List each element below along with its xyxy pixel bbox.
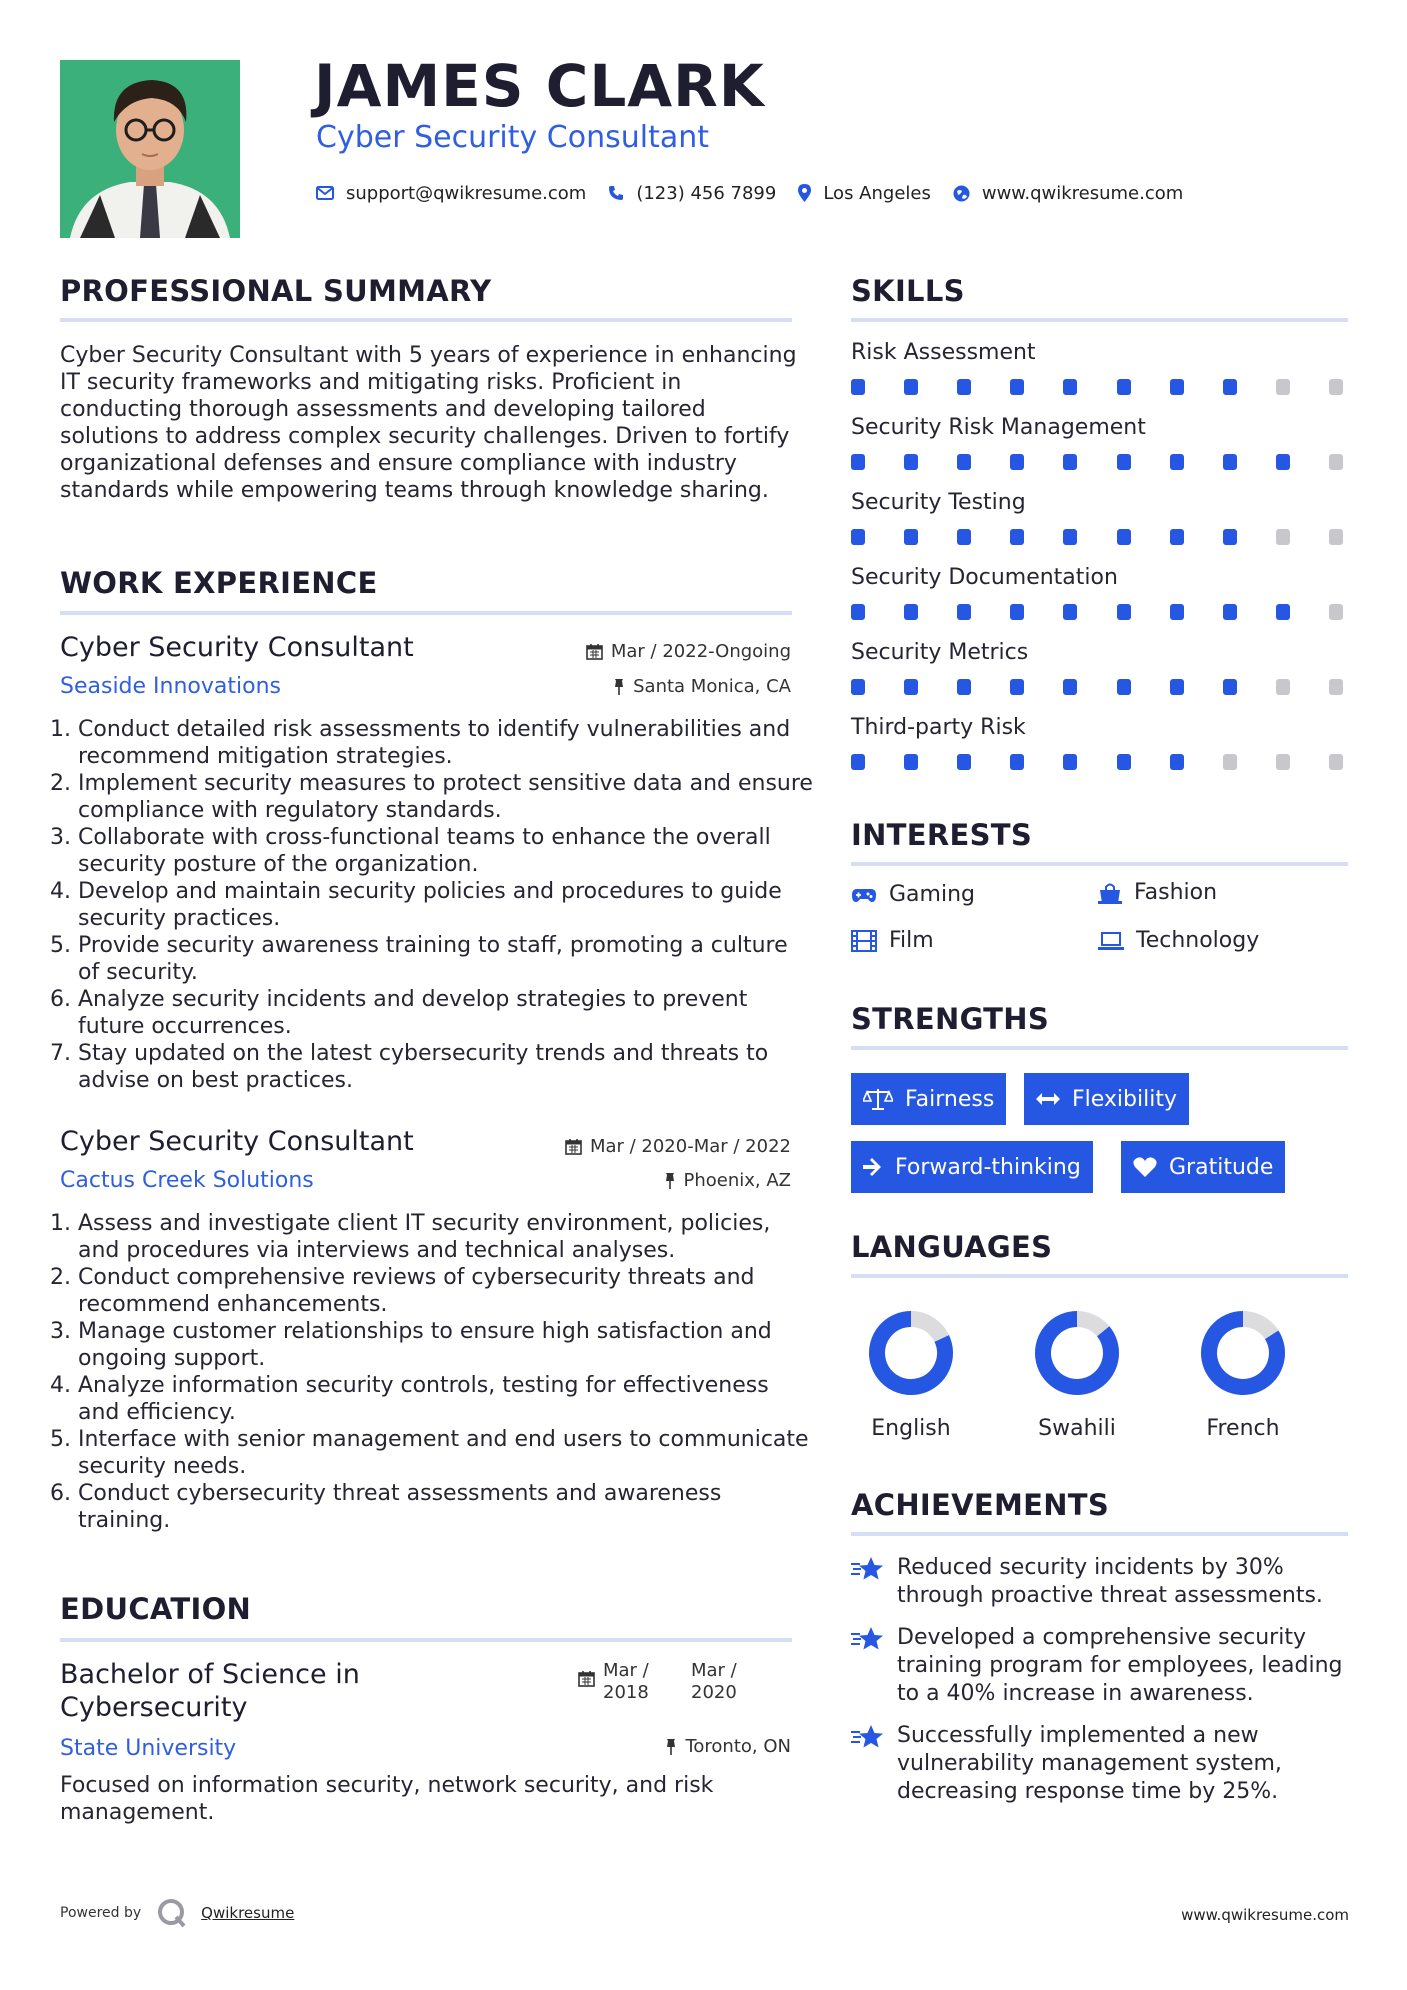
pushpin-icon: [665, 1738, 677, 1756]
rating-dot-filled: [1117, 679, 1131, 695]
rating-dot-filled: [904, 454, 918, 470]
list-item: 5. Provide security awareness training to staff, promoting a culture of security.: [78, 932, 814, 986]
achievement-item: [851, 1554, 1351, 1610]
rating-dot-empty: [1329, 529, 1343, 545]
contact-phone[interactable]: [608, 183, 776, 204]
shopping-bag-icon: [1098, 882, 1122, 904]
rating-dot-filled: [1223, 379, 1237, 395]
language-french: [1193, 1308, 1293, 1441]
rating-dot-filled: [1010, 604, 1024, 620]
envelope-icon: [316, 186, 334, 200]
rating-dot-filled: [904, 379, 918, 395]
rating-dot-filled: [1223, 604, 1237, 620]
job-dates-text: Mar / 2020-Mar / 2022: [589, 1136, 791, 1157]
degree-title: Bachelor of Science in Cybersecurity: [60, 1659, 360, 1723]
job-title: Cyber Security Consultant: [60, 632, 414, 663]
contact-bar: [316, 178, 1205, 208]
interest-label: Film: [889, 928, 934, 953]
rating-dot-filled: [1010, 454, 1024, 470]
arrows-horizontal-icon: [1036, 1092, 1060, 1106]
rating-dot-filled: [1223, 679, 1237, 695]
job-company[interactable]: Seaside Innovations: [60, 674, 281, 699]
skill-row: [851, 715, 1343, 790]
list-item: 1. Assess and investigate client IT security environment, policies, and procedures via interviews and technical analyses.: [78, 1210, 814, 1264]
rating-dot-empty: [1276, 379, 1290, 395]
education-location: [665, 1736, 791, 1757]
job-dates: [586, 641, 791, 662]
achievement-text: Reduced security incidents by 30% through proactive threat assessments.: [897, 1555, 1323, 1608]
skill-name: Third-party Risk: [851, 715, 1026, 740]
rating-dot-empty: [1223, 754, 1237, 770]
skill-name: Security Metrics: [851, 640, 1029, 665]
rating-dot-empty: [1329, 604, 1343, 620]
interest-technology: [1098, 928, 1259, 953]
rating-dot-filled: [957, 529, 971, 545]
map-pin-icon: [798, 184, 811, 202]
candidate-title: Cyber Security Consultant: [316, 120, 710, 155]
qwikresume-logo-icon: [157, 1898, 187, 1928]
rating-dot-empty: [1329, 454, 1343, 470]
achievements-rule: [851, 1532, 1348, 1536]
achievement-text: Developed a comprehensive security training program for employees, leading to a 40% increase in awareness.: [897, 1625, 1343, 1706]
list-item: 2. Conduct comprehensive reviews of cybersecurity threats and recommend enhancements.: [78, 1264, 814, 1318]
rating-dot-filled: [957, 379, 971, 395]
skill-rating: [851, 529, 1343, 545]
interests-heading: INTERESTS: [851, 818, 1033, 852]
rating-dot-empty: [1329, 754, 1343, 770]
rating-dot-filled: [1117, 454, 1131, 470]
list-item: 7. Stay updated on the latest cybersecurity trends and threats to advise on best practices.: [78, 1040, 814, 1094]
job-duties-list: [60, 716, 814, 1094]
rating-dot-filled: [1170, 529, 1184, 545]
interests-rule: [851, 862, 1348, 866]
job-location: [664, 1170, 792, 1191]
rating-dot-filled: [1063, 604, 1077, 620]
skill-rating: [851, 379, 1343, 395]
job-location-text: Santa Monica, CA: [633, 676, 791, 697]
rating-dot-filled: [851, 604, 865, 620]
list-item: 6. Conduct cybersecurity threat assessments and awareness training.: [78, 1480, 814, 1534]
contact-website[interactable]: [953, 183, 1183, 204]
globe-icon: [953, 185, 970, 202]
strength-label: Flexibility: [1072, 1086, 1177, 1112]
interest-film: [851, 928, 934, 953]
list-item: 5. Interface with senior management and end users to communicate security needs.: [78, 1426, 814, 1480]
rating-dot-filled: [851, 754, 865, 770]
contact-phone-text: (123) 456 7899: [636, 182, 777, 204]
rating-dot-filled: [957, 604, 971, 620]
skills-heading: SKILLS: [851, 274, 965, 308]
rating-dot-filled: [904, 679, 918, 695]
strength-badge-gratitude: [1121, 1141, 1285, 1193]
skill-row: [851, 490, 1343, 565]
interest-fashion: [1098, 880, 1217, 905]
experience-rule: [60, 611, 792, 615]
rating-dot-filled: [1223, 529, 1237, 545]
skill-name: Security Risk Management: [851, 415, 1146, 440]
rating-dot-empty: [1276, 529, 1290, 545]
achievements-heading: ACHIEVEMENTS: [851, 1488, 1110, 1522]
rating-dot-filled: [957, 754, 971, 770]
skill-row: [851, 565, 1343, 640]
rating-dot-filled: [1276, 454, 1290, 470]
gamepad-icon: [851, 886, 877, 904]
language-proficiency-ring: [866, 1308, 956, 1398]
experience-heading: WORK EXPERIENCE: [60, 566, 378, 600]
strength-badge-flexibility: [1024, 1073, 1189, 1125]
job-title: Cyber Security Consultant: [60, 1126, 414, 1157]
contact-email-text: support@qwikresume.com: [346, 182, 587, 204]
footer-website[interactable]: www.qwikresume.com: [1181, 1906, 1349, 1924]
language-proficiency-ring: [1198, 1308, 1288, 1398]
rating-dot-filled: [1170, 604, 1184, 620]
pushpin-icon: [613, 678, 625, 696]
achievement-text: Successfully implemented a new vulnerability management system, decreasing response time by 25%.: [897, 1723, 1282, 1804]
list-item: 3. Collaborate with cross-functional teams to enhance the overall security posture of the organization.: [78, 824, 814, 878]
rating-dot-filled: [1170, 379, 1184, 395]
list-item: 2. Implement security measures to protect sensitive data and ensure compliance with regulatory standards.: [78, 770, 814, 824]
education-date-start: Mar / 2018: [603, 1660, 649, 1703]
candidate-name: JAMES CLARK: [314, 52, 765, 120]
skill-rating: [851, 754, 1343, 770]
education-heading: EDUCATION: [60, 1592, 252, 1626]
school-name[interactable]: State University: [60, 1736, 237, 1761]
interest-label: Fashion: [1134, 880, 1218, 905]
rating-dot-filled: [1170, 679, 1184, 695]
rating-dot-filled: [957, 454, 971, 470]
education-location-text: Toronto, ON: [685, 1736, 791, 1757]
rating-dot-filled: [1010, 754, 1024, 770]
list-item: 4. Develop and maintain security policies and procedures to guide security practices.: [78, 878, 814, 932]
interest-label: Technology: [1136, 928, 1260, 953]
skill-rating: [851, 604, 1343, 620]
languages-rule: [851, 1274, 1348, 1278]
rating-dot-filled: [1170, 754, 1184, 770]
rating-dot-empty: [1329, 379, 1343, 395]
rating-dot-empty: [1329, 679, 1343, 695]
job-dates-text: Mar / 2022-Ongoing: [610, 641, 791, 662]
job-dates: [565, 1136, 791, 1157]
rating-dot-filled: [1170, 454, 1184, 470]
education-rule: [60, 1638, 792, 1642]
job-location: [613, 676, 791, 697]
strength-label: Forward-thinking: [895, 1154, 1081, 1180]
rating-dot-filled: [904, 604, 918, 620]
phone-icon: [608, 185, 624, 201]
achievement-item: [851, 1722, 1351, 1806]
rating-dot-filled: [1063, 454, 1077, 470]
footer-powered-by: [60, 1896, 294, 1930]
rating-dot-filled: [957, 679, 971, 695]
summary-rule: [60, 318, 792, 322]
language-english: [861, 1308, 961, 1441]
languages-heading: LANGUAGES: [851, 1230, 1053, 1264]
rating-dot-filled: [1063, 679, 1077, 695]
profile-photo: [60, 60, 240, 238]
laptop-icon: [1098, 931, 1124, 951]
heart-icon: [1133, 1157, 1157, 1177]
interest-label: Gaming: [889, 882, 975, 907]
rating-dot-filled: [1117, 529, 1131, 545]
film-icon: [851, 930, 877, 952]
calendar-icon: [565, 1138, 582, 1155]
rating-dot-filled: [1063, 529, 1077, 545]
language-swahili: [1027, 1308, 1127, 1441]
footer-brand-link[interactable]: Qwikresume: [201, 1904, 295, 1922]
list-item: 4. Analyze information security controls, testing for effectiveness and efficiency.: [78, 1372, 814, 1426]
language-name: French: [1206, 1416, 1280, 1441]
skills-list: [851, 340, 1343, 790]
list-item: 6. Analyze security incidents and develop strategies to prevent future occurrences.: [78, 986, 814, 1040]
calendar-icon: [586, 643, 603, 660]
balance-scale-icon: [863, 1087, 893, 1111]
rating-dot-filled: [851, 379, 865, 395]
rating-dot-filled: [1010, 529, 1024, 545]
education-description: Focused on information security, network security, and risk management.: [60, 1773, 714, 1825]
skill-rating: [851, 454, 1343, 470]
contact-location-text: Los Angeles: [823, 182, 931, 204]
rating-dot-filled: [851, 454, 865, 470]
rating-dot-filled: [904, 754, 918, 770]
star-award-icon: [851, 1556, 885, 1582]
skills-rule: [851, 318, 1348, 322]
star-award-icon: [851, 1724, 885, 1750]
skill-row: [851, 340, 1343, 415]
summary-heading: PROFESSIONAL SUMMARY: [60, 274, 492, 308]
summary-text: Cyber Security Consultant with 5 years of experience in enhancing IT security frameworks and mitigating risks. Proficient in conducting thorough assessments and developing tailored solutions to address complex security challenges. Driven to fortify organizational defenses and ensure compliance with industry standards while empowering teams through knowledge sharing.: [60, 343, 797, 503]
strength-badge-forward-thinking: [851, 1141, 1093, 1193]
list-item: 3. Manage customer relationships to ensure high satisfaction and ongoing support.: [78, 1318, 814, 1372]
rating-dot-filled: [1117, 379, 1131, 395]
rating-dot-filled: [1010, 379, 1024, 395]
contact-email[interactable]: [316, 183, 586, 204]
strengths-rule: [851, 1046, 1348, 1050]
skill-name: Security Testing: [851, 490, 1026, 515]
contact-website-text: www.qwikresume.com: [981, 182, 1184, 204]
education-dates: [578, 1660, 759, 1704]
rating-dot-filled: [851, 529, 865, 545]
skill-row: [851, 640, 1343, 715]
rating-dot-filled: [1063, 379, 1077, 395]
skill-rating: [851, 679, 1343, 695]
rating-dot-filled: [1063, 754, 1077, 770]
rating-dot-filled: [1117, 604, 1131, 620]
star-award-icon: [851, 1626, 885, 1652]
language-proficiency-ring: [1032, 1308, 1122, 1398]
powered-by-text: Powered by: [60, 1905, 142, 1921]
job-company[interactable]: Cactus Creek Solutions: [60, 1168, 314, 1193]
arrow-right-icon: [863, 1158, 883, 1176]
rating-dot-filled: [1276, 604, 1290, 620]
strength-label: Gratitude: [1169, 1154, 1274, 1180]
contact-location: [798, 183, 931, 204]
rating-dot-filled: [851, 679, 865, 695]
job-duties-list: [60, 1210, 814, 1534]
rating-dot-empty: [1276, 679, 1290, 695]
strength-label: Fairness: [905, 1086, 995, 1112]
language-name: English: [871, 1416, 951, 1441]
language-name: Swahili: [1038, 1416, 1116, 1441]
job-location-text: Phoenix, AZ: [683, 1170, 791, 1191]
skill-name: Security Documentation: [851, 565, 1118, 590]
strengths-heading: STRENGTHS: [851, 1002, 1050, 1036]
pushpin-icon: [664, 1172, 676, 1190]
skill-row: [851, 415, 1343, 490]
list-item: 1. Conduct detailed risk assessments to identify vulnerabilities and recommend mitigation strategies.: [78, 716, 814, 770]
rating-dot-empty: [1276, 754, 1290, 770]
interest-gaming: [851, 882, 975, 907]
rating-dot-filled: [1223, 454, 1237, 470]
strength-badge-fairness: [851, 1073, 1006, 1125]
rating-dot-filled: [1010, 679, 1024, 695]
education-date-end: Mar / 2020: [691, 1660, 737, 1703]
achievement-item: [851, 1624, 1351, 1708]
skill-name: Risk Assessment: [851, 340, 1036, 365]
rating-dot-filled: [904, 529, 918, 545]
calendar-icon: [578, 1670, 595, 1687]
rating-dot-filled: [1117, 754, 1131, 770]
